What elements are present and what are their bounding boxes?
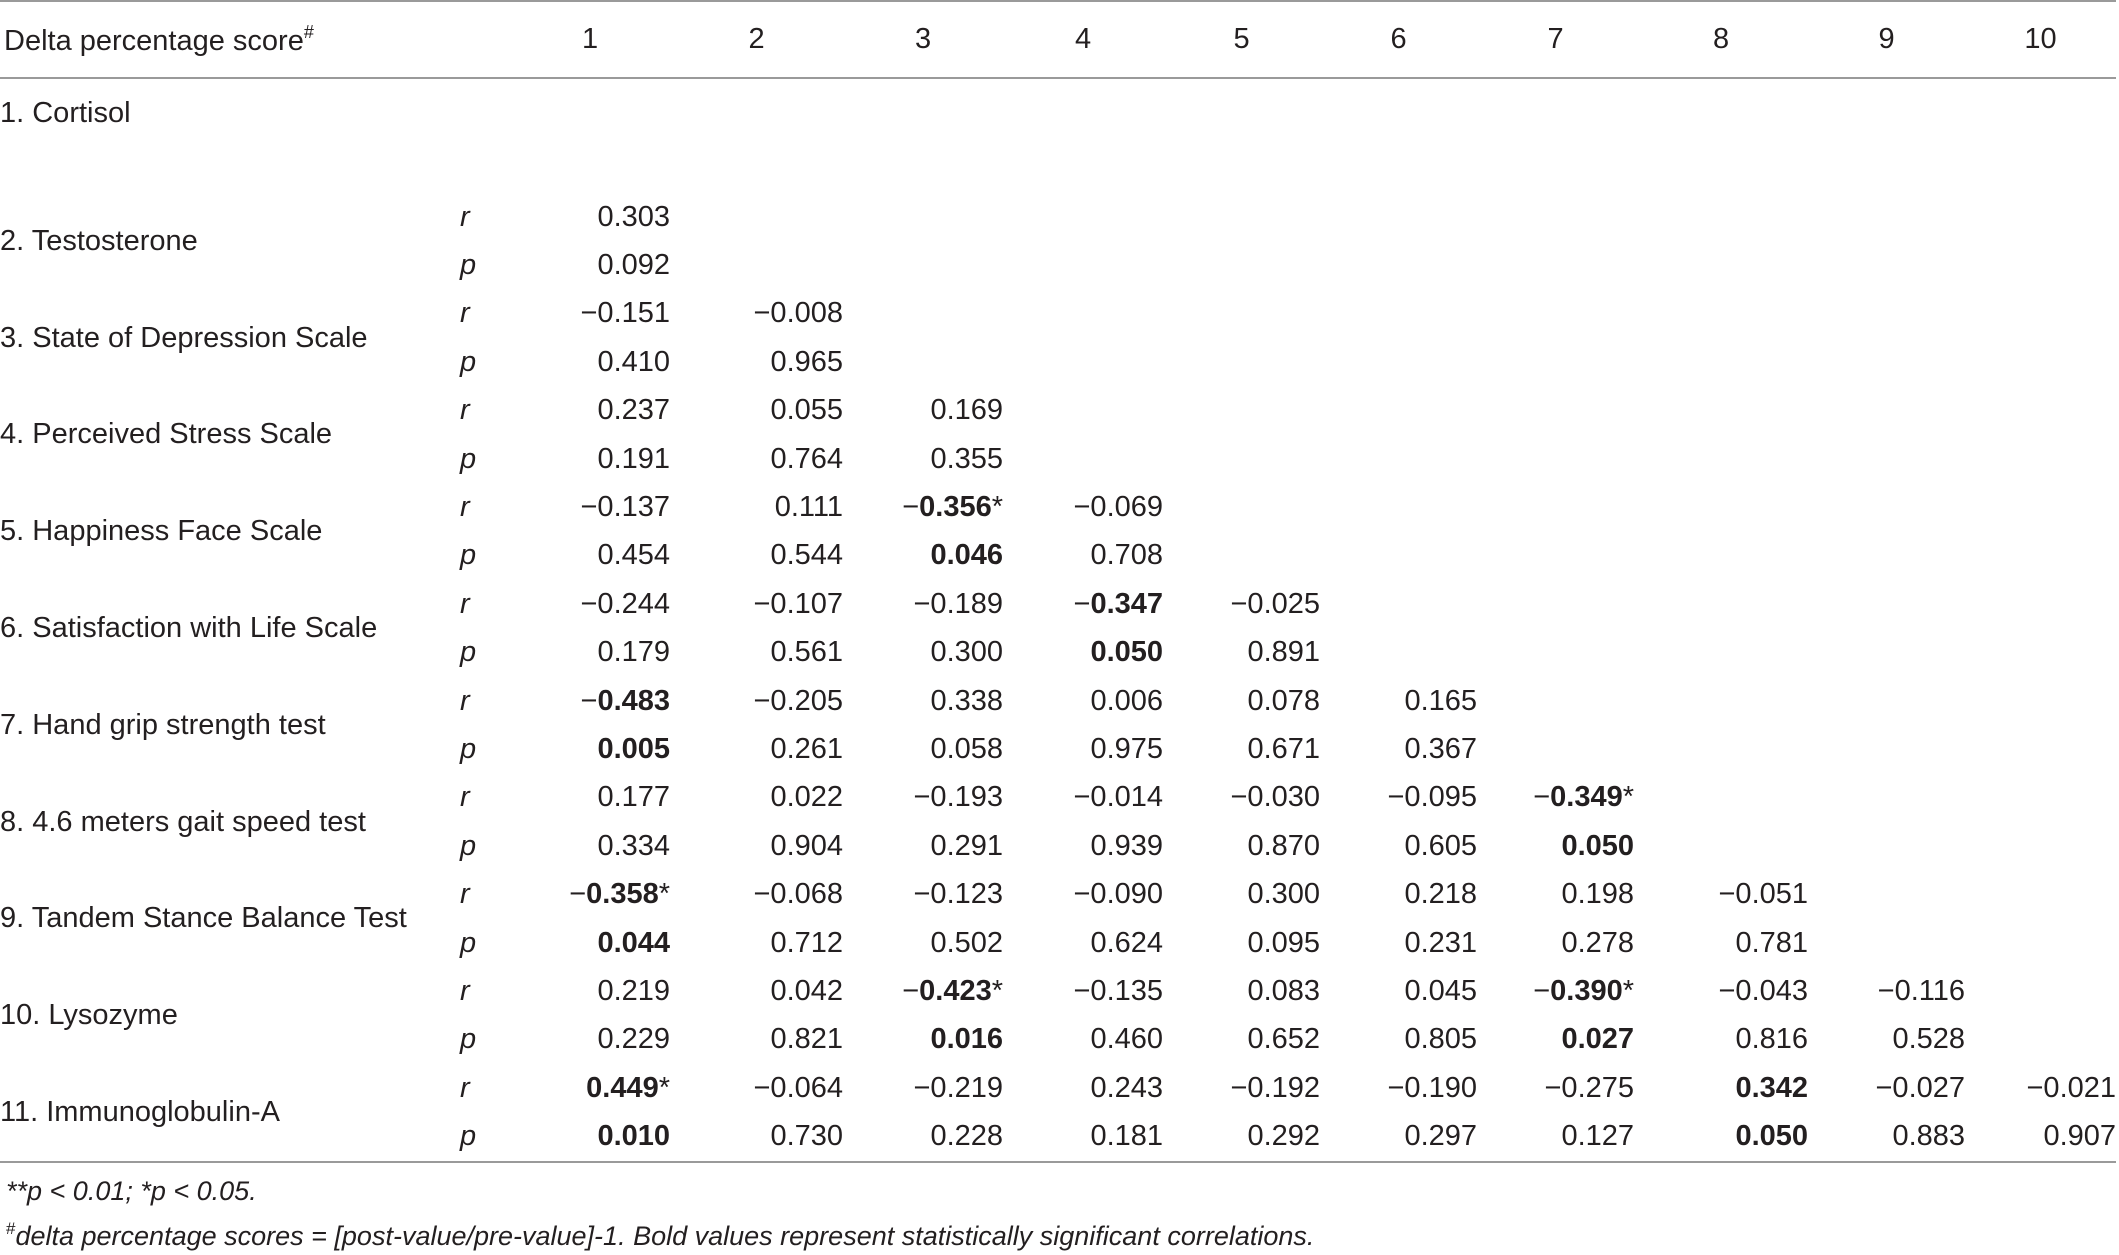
r-value-cell	[1163, 290, 1320, 338]
p-value-cell: 0.883	[1808, 1112, 1965, 1161]
p-value-cell	[1808, 241, 1965, 289]
r-value-cell: −0.030	[1230, 781, 1321, 814]
p-value-cell: 0.092	[597, 249, 671, 282]
p-value-cell	[1320, 435, 1477, 483]
p-value-cell: 0.179	[597, 636, 671, 669]
header-label: Delta percentage score	[4, 24, 304, 57]
footnote-definition	[6, 1210, 1314, 1255]
r-value-cell: 0.078	[1247, 684, 1321, 717]
table-footnotes	[6, 1172, 1314, 1255]
p-value-cell	[1965, 725, 2116, 773]
p-value-cell: 0.300	[930, 636, 1004, 669]
r-value-cell: −0.423*	[902, 974, 1004, 1007]
r-value-cell	[1003, 387, 1163, 435]
r-value-cell	[1808, 193, 1965, 241]
p-value-cell: 0.730	[670, 1112, 843, 1161]
r-value-cell	[1320, 483, 1477, 531]
r-value-cell	[1003, 193, 1163, 241]
row-label: 6. Satisfaction with Life Scale	[0, 612, 378, 645]
table-row	[0, 580, 2116, 628]
r-value-cell: 0.165	[1404, 684, 1478, 717]
p-value-cell: 0.229	[597, 1023, 671, 1056]
column-header: 4	[1003, 1, 1163, 78]
r-value-cell	[1808, 290, 1965, 338]
r-value-cell	[1965, 290, 2116, 338]
row-label: 10. Lysozyme	[0, 999, 178, 1032]
p-value-cell	[1320, 629, 1477, 677]
r-value-cell: −0.358*	[569, 878, 671, 911]
stat-label-r: r	[460, 974, 470, 1007]
r-value-cell: −0.014	[1073, 781, 1164, 814]
r-value-cell: 0.338	[930, 684, 1004, 717]
r-value-cell	[1634, 580, 1808, 628]
r-value-cell: −0.349*	[1533, 781, 1635, 814]
r-value-cell: −0.275	[1544, 1071, 1635, 1104]
r-value-cell: 0.449*	[586, 1071, 671, 1104]
table-row	[0, 483, 2116, 531]
stat-label-r: r	[460, 684, 470, 717]
column-header: 7	[1477, 1, 1634, 78]
stat-label-r: r	[460, 394, 470, 427]
r-value-cell: −0.244	[580, 587, 671, 620]
r-value-cell: 0.042	[770, 974, 844, 1007]
p-value-cell: 0.891	[1247, 636, 1321, 669]
r-value-cell	[1163, 387, 1320, 435]
p-value-cell	[1634, 629, 1808, 677]
r-value-cell	[1163, 483, 1320, 531]
r-value-cell: −0.090	[1073, 878, 1164, 911]
r-value-cell: −0.135	[1073, 974, 1164, 1007]
r-value-cell: −0.069	[1073, 491, 1164, 524]
p-value-cell: 0.005	[597, 732, 671, 765]
r-value-cell: −0.021	[2026, 1071, 2117, 1104]
p-value-cell	[1163, 338, 1320, 386]
r-value-cell: −0.390*	[1533, 974, 1635, 1007]
r-value-cell: 0.198	[1561, 878, 1635, 911]
p-value-cell: 0.781	[1735, 926, 1809, 959]
p-value-cell: 0.228	[843, 1112, 1003, 1161]
p-value-cell	[1634, 822, 1808, 870]
row-label: 8. 4.6 meters gait speed test	[0, 805, 366, 838]
p-value-cell: 0.624	[1090, 926, 1164, 959]
table-row	[0, 290, 2116, 338]
r-value-cell	[1634, 387, 1808, 435]
r-value-cell	[1634, 677, 1808, 725]
r-value-cell	[1477, 387, 1634, 435]
p-value-cell	[1634, 435, 1808, 483]
r-value-cell	[1477, 290, 1634, 338]
r-value-cell	[1634, 193, 1808, 241]
column-header: 8	[1634, 1, 1808, 78]
p-value-cell	[1965, 919, 2116, 967]
r-value-cell	[1477, 483, 1634, 531]
r-value-cell	[1965, 193, 2116, 241]
r-value-cell	[1965, 774, 2116, 822]
r-value-cell: 0.342	[1735, 1071, 1809, 1104]
stat-label-r: r	[460, 1071, 470, 1104]
r-value-cell: 0.300	[1247, 878, 1321, 911]
p-value-cell: 0.528	[1892, 1023, 1966, 1056]
p-value-cell	[1808, 725, 1965, 773]
p-value-cell: 0.050	[1634, 1112, 1808, 1161]
r-value-cell	[1003, 78, 1163, 193]
footnote-significance: **p < 0.01; *p < 0.05.	[6, 1176, 257, 1206]
r-value-cell: −0.095	[1387, 781, 1478, 814]
r-value-cell: −0.008	[753, 297, 844, 330]
p-value-cell: 0.292	[1163, 1112, 1320, 1161]
r-value-cell: 0.083	[1247, 974, 1321, 1007]
stat-label-p: p	[460, 732, 477, 765]
column-header: 3	[843, 1, 1003, 78]
p-value-cell: 0.334	[597, 829, 671, 862]
p-value-cell	[1965, 338, 2116, 386]
p-value-cell	[1808, 822, 1965, 870]
r-value-cell	[1965, 580, 2116, 628]
table-row	[0, 1064, 2116, 1112]
r-value-cell: 0.169	[930, 394, 1004, 427]
stat-label-p: p	[460, 1112, 510, 1161]
p-value-cell	[1965, 1016, 2116, 1064]
p-value-cell	[1965, 629, 2116, 677]
r-value-cell	[1808, 870, 1965, 918]
r-value-cell	[843, 78, 1003, 193]
r-value-cell: −0.205	[753, 684, 844, 717]
r-value-cell	[1965, 677, 2116, 725]
r-value-cell	[1477, 193, 1634, 241]
p-value-cell: 0.291	[930, 829, 1004, 862]
r-value-cell	[1634, 774, 1808, 822]
table-row	[0, 774, 2116, 822]
p-value-cell: 0.652	[1247, 1023, 1321, 1056]
r-value-cell: 0.219	[597, 974, 671, 1007]
r-value-cell	[1808, 78, 1965, 193]
r-value-cell	[1965, 78, 2116, 193]
r-value-cell: −0.190	[1387, 1071, 1478, 1104]
row-label: 7. Hand grip strength test	[0, 708, 326, 741]
p-value-cell	[1808, 532, 1965, 580]
p-value-cell	[1808, 629, 1965, 677]
r-value-cell	[1320, 78, 1477, 193]
row-label: 9. Tandem Stance Balance Test	[0, 902, 407, 935]
p-value-cell: 0.805	[1404, 1023, 1478, 1056]
p-value-cell: 0.058	[930, 732, 1004, 765]
p-value-cell	[1320, 338, 1477, 386]
p-value-cell	[1634, 241, 1808, 289]
r-value-cell: −0.025	[1230, 587, 1321, 620]
p-value-cell	[670, 241, 843, 289]
p-value-cell: 0.821	[770, 1023, 844, 1056]
p-value-cell	[1163, 532, 1320, 580]
stat-label-p: p	[460, 926, 477, 959]
r-value-cell	[1477, 580, 1634, 628]
p-value-cell: 0.502	[930, 926, 1004, 959]
p-value-cell: 0.671	[1247, 732, 1321, 765]
p-value-cell: 0.016	[930, 1023, 1004, 1056]
p-value-cell: 0.410	[597, 345, 671, 378]
column-header: 6	[1320, 1, 1477, 78]
p-value-cell: 0.278	[1561, 926, 1635, 959]
p-value-cell	[1965, 241, 2116, 289]
r-value-cell: −0.189	[913, 587, 1004, 620]
p-value-cell	[1477, 725, 1634, 773]
r-value-cell	[1965, 483, 2116, 531]
r-value-cell: 0.006	[1090, 684, 1164, 717]
column-header: 2	[670, 1, 843, 78]
p-value-cell	[1477, 532, 1634, 580]
r-value-cell	[1634, 290, 1808, 338]
p-value-cell	[1634, 338, 1808, 386]
r-value-cell	[1965, 870, 2116, 918]
stat-label-r: r	[460, 491, 470, 524]
r-value-cell: −0.043	[1718, 974, 1809, 1007]
r-value-cell: −0.219	[913, 1071, 1004, 1104]
table-row	[0, 967, 2116, 1015]
r-value-cell	[1808, 483, 1965, 531]
r-value-cell	[670, 78, 843, 193]
p-value-cell	[1965, 822, 2116, 870]
p-value-cell: 0.261	[770, 732, 844, 765]
r-value-cell	[1320, 290, 1477, 338]
row-label: 1. Cortisol	[0, 97, 131, 129]
stat-label-r: r	[460, 587, 470, 620]
p-value-cell: 0.367	[1404, 732, 1478, 765]
stat-label-r: r	[460, 781, 470, 814]
r-value-cell: −0.347	[1073, 587, 1164, 620]
r-value-cell: −0.356*	[902, 491, 1004, 524]
r-value-cell	[1808, 580, 1965, 628]
p-value-cell: 0.708	[1090, 539, 1164, 572]
p-value-cell: 0.870	[1247, 829, 1321, 862]
r-value-cell: 0.237	[597, 394, 671, 427]
column-header: 9	[1808, 1, 1965, 78]
p-value-cell: 0.454	[597, 539, 671, 572]
r-value-cell: −0.027	[1875, 1071, 1966, 1104]
stat-label-p: p	[460, 345, 477, 378]
p-value-cell: 0.191	[597, 442, 671, 475]
p-value-cell: 0.561	[770, 636, 844, 669]
p-value-cell: 0.046	[930, 539, 1004, 572]
p-value-cell	[1320, 241, 1477, 289]
r-value-cell: −0.051	[1718, 878, 1809, 911]
table-body	[0, 78, 2116, 1162]
row-label: 3. State of Depression Scale	[0, 321, 368, 354]
r-value-cell	[1634, 483, 1808, 531]
r-value-cell	[1808, 774, 1965, 822]
stat-label-p: p	[460, 539, 477, 572]
p-value-cell: 0.355	[930, 442, 1004, 475]
p-value-cell	[1477, 338, 1634, 386]
p-value-cell: 0.095	[1247, 926, 1321, 959]
stat-label-p: p	[460, 249, 477, 282]
r-value-cell: 0.045	[1404, 974, 1478, 1007]
r-value-cell: −0.151	[580, 297, 671, 330]
r-value-cell	[1965, 387, 2116, 435]
r-value-cell	[670, 193, 843, 241]
p-value-cell: 0.544	[770, 539, 844, 572]
p-value-cell	[1808, 338, 1965, 386]
r-value-cell: 0.055	[770, 394, 844, 427]
r-value-cell	[510, 78, 670, 193]
stat-label-r: r	[460, 200, 470, 233]
p-value-cell	[1477, 435, 1634, 483]
r-value-cell: −0.483	[580, 684, 671, 717]
p-value-cell: 0.712	[770, 926, 844, 959]
r-value-cell: −0.064	[753, 1071, 844, 1104]
r-value-cell	[1320, 580, 1477, 628]
p-value-cell: 0.460	[1090, 1023, 1164, 1056]
p-value-cell	[1965, 532, 2116, 580]
column-header: 5	[1163, 1, 1320, 78]
r-value-cell: 0.218	[1404, 878, 1478, 911]
column-header: 10	[1965, 1, 2116, 78]
r-value-cell: 0.243	[1090, 1071, 1164, 1104]
r-value-cell	[843, 290, 1003, 338]
r-value-cell	[1965, 967, 2116, 1015]
r-value-cell	[1808, 387, 1965, 435]
r-value-cell	[1163, 78, 1320, 193]
r-value-cell	[1320, 387, 1477, 435]
r-value-cell	[1003, 290, 1163, 338]
p-value-cell	[1965, 435, 2116, 483]
p-value-cell	[1163, 241, 1320, 289]
p-value-cell: 0.231	[1404, 926, 1478, 959]
p-value-cell	[843, 338, 1003, 386]
p-value-cell	[1477, 629, 1634, 677]
p-value-cell: 0.050	[1561, 829, 1635, 862]
header-row	[0, 1, 2116, 78]
p-value-cell	[1003, 338, 1163, 386]
footnote-superscript: #	[6, 1219, 16, 1238]
stat-label-p: p	[460, 829, 477, 862]
r-value-cell: −0.068	[753, 878, 844, 911]
row-label: 4. Perceived Stress Scale	[0, 418, 333, 451]
r-value-cell	[843, 193, 1003, 241]
r-value-cell	[1634, 78, 1808, 193]
stat-label-r	[460, 78, 510, 193]
p-value-cell	[1003, 241, 1163, 289]
r-value-cell: −0.107	[753, 587, 844, 620]
p-value-cell: 0.816	[1735, 1023, 1809, 1056]
table-row	[0, 78, 2116, 193]
table-row	[0, 870, 2116, 918]
p-value-cell	[1808, 919, 1965, 967]
stat-label-p: p	[460, 442, 477, 475]
stat-label-p: p	[460, 1023, 477, 1056]
p-value-cell: 0.044	[597, 926, 671, 959]
stat-label-r: r	[460, 878, 470, 911]
r-value-cell	[1477, 677, 1634, 725]
p-value-cell: 0.027	[1561, 1023, 1635, 1056]
table-row	[0, 387, 2116, 435]
r-value-cell: −0.192	[1230, 1071, 1321, 1104]
r-value-cell: 0.177	[597, 781, 671, 814]
p-value-cell: 0.907	[1965, 1112, 2116, 1161]
row-label: 5. Happiness Face Scale	[0, 515, 323, 548]
p-value-cell: 0.939	[1090, 829, 1164, 862]
r-value-cell: 0.022	[770, 781, 844, 814]
r-value-cell: −0.116	[1877, 974, 1966, 1007]
r-value-cell	[1808, 677, 1965, 725]
p-value-cell	[843, 241, 1003, 289]
p-value-cell: 0.605	[1404, 829, 1478, 862]
p-value-cell	[1163, 435, 1320, 483]
table-row	[0, 677, 2116, 725]
p-value-cell: 0.764	[770, 442, 844, 475]
header-label-superscript: #	[303, 21, 314, 42]
p-value-cell	[1634, 725, 1808, 773]
r-value-cell	[1477, 78, 1634, 193]
r-value-cell: −0.193	[913, 781, 1004, 814]
p-value-cell	[1003, 435, 1163, 483]
header-label-cell	[0, 1, 510, 78]
p-value-cell: 0.975	[1090, 732, 1164, 765]
p-value-cell	[1320, 532, 1477, 580]
row-label: 11. Immunoglobulin-A	[0, 1064, 460, 1162]
stat-label-p: p	[460, 636, 477, 669]
column-header: 1	[510, 1, 670, 78]
p-value-cell: 0.181	[1003, 1112, 1163, 1161]
r-value-cell: −0.123	[913, 878, 1004, 911]
p-value-cell: 0.965	[770, 345, 844, 378]
p-value-cell	[1808, 435, 1965, 483]
p-value-cell: 0.127	[1477, 1112, 1634, 1161]
p-value-cell	[1634, 532, 1808, 580]
r-value-cell: 0.303	[597, 200, 671, 233]
p-value-cell: 0.904	[770, 829, 844, 862]
row-label: 2. Testosterone	[0, 224, 198, 257]
table-row	[0, 193, 2116, 241]
footnote-definition-text: delta percentage scores = [post-value/pre-value]-1. Bold values represent statistically significant correlations.	[15, 1221, 1315, 1251]
p-value-cell	[1477, 241, 1634, 289]
stat-label-r: r	[460, 297, 470, 330]
p-value-cell: 0.050	[1090, 636, 1164, 669]
r-value-cell	[1320, 193, 1477, 241]
p-value-cell: 0.010	[510, 1112, 670, 1161]
p-value-cell: 0.297	[1320, 1112, 1477, 1161]
r-value-cell: −0.137	[580, 491, 671, 524]
r-value-cell	[1163, 193, 1320, 241]
r-value-cell: 0.111	[774, 491, 844, 524]
